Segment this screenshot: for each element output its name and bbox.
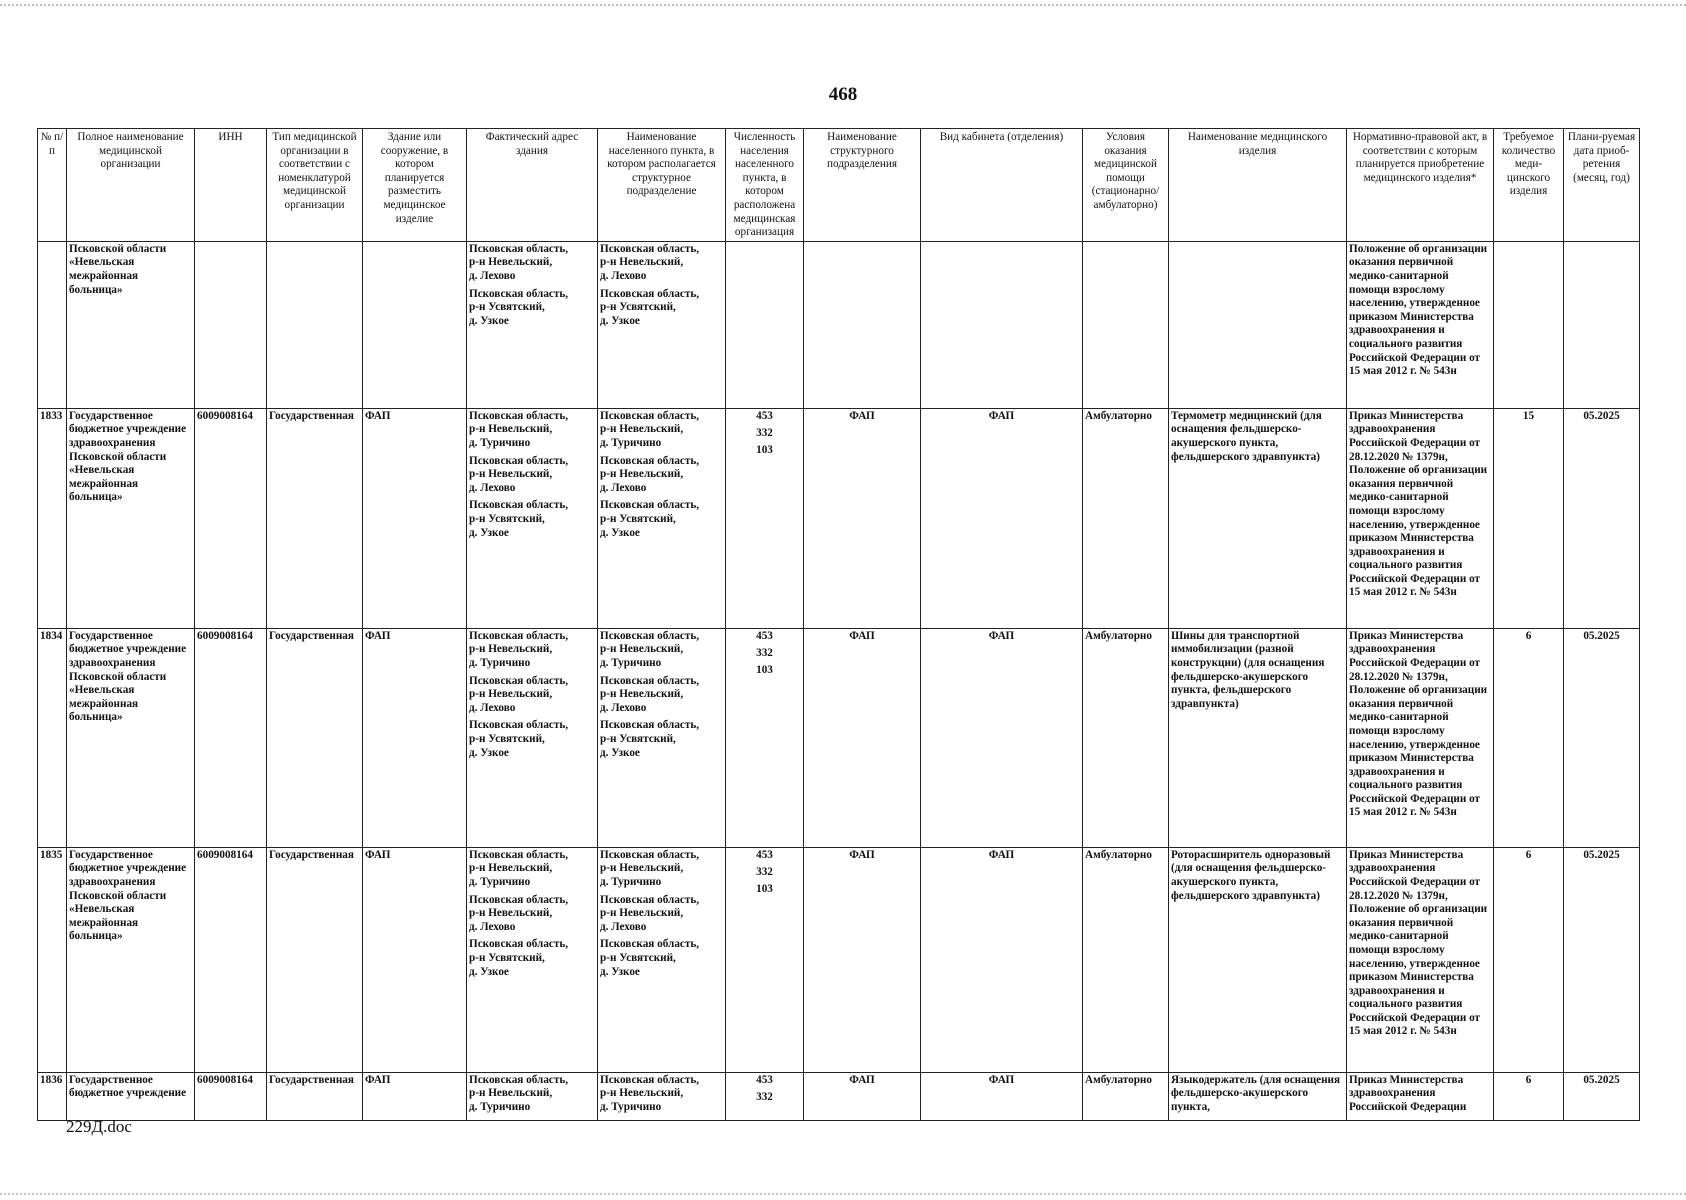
address-block: Псковская область, р-н Невельский, д. Лехово: [469, 893, 569, 933]
cell-org: Государственное бюджетное учреждение здравоохранения Псковской области «Невельская межрайонная больница»: [67, 847, 195, 1072]
address-block: Псковская область, р-н Невельский, д. Лехово: [469, 674, 569, 714]
cell-population: [726, 241, 804, 408]
cell-type: Государственная: [267, 408, 363, 628]
cell-org: Государственное бюджетное учреждение: [67, 1072, 195, 1120]
settlement-block: Псковская область, р-н Невельский, д. Лехово: [600, 454, 700, 494]
cell-cabinet: ФАП: [921, 1072, 1083, 1120]
settlement-block: Псковская область, р-н Невельский, д. Туричино: [600, 409, 700, 449]
cell-building: ФАП: [363, 628, 467, 847]
address-block: Псковская область, р-н Усвятский, д. Узкое: [469, 287, 569, 327]
cell-act: Положение об организации оказания первичной медико-санитарной помощи взрослому населению, утвержденное приказом Министерства здравоохранения и социального развития Российской Федерации от 15 мая 2012 г. № 543н: [1347, 241, 1494, 408]
cell-building: ФАП: [363, 847, 467, 1072]
col-header-population: Численность населения населенного пункта, в котором расположена медицинская организация: [726, 129, 804, 242]
cell-conditions: [1083, 241, 1169, 408]
address-block: Псковская область, р-н Невельский, д. Лехово: [469, 242, 569, 282]
col-header-act: Нормативно-правовой акт, в соответствии с которым планируется приобретение медицинского изделия*: [1347, 129, 1494, 242]
cell-address: [467, 847, 598, 1072]
settlement-block: Псковская область, р-н Усвятский, д. Узкое: [600, 719, 700, 759]
cell-settlement: [598, 408, 726, 628]
settlement-block: Псковская область, р-н Невельский, д. Туричино: [600, 629, 700, 669]
address-block: Псковская область, р-н Невельский, д. Лехово: [469, 454, 569, 494]
cell-building: [363, 241, 467, 408]
cell-conditions: Амбулаторно: [1083, 408, 1169, 628]
cell-act: Приказ Министерства здравоохранения Российской Федерации от 28.12.2020 № 1379н, Положение об организации оказания первичной медико-санитарной помощи взрослому населению, утвержденное приказом Министерства здравоохранения и социального развития Российской Федерации от 15 мая 2012 г. № 543н: [1347, 408, 1494, 628]
settlement-block: Псковская область, р-н Невельский, д. Лехово: [600, 674, 700, 714]
table-row: [38, 1072, 1640, 1120]
settlement-block: Псковская область, р-н Усвятский, д. Узкое: [600, 499, 700, 539]
cell-num: 1836: [38, 1072, 67, 1120]
cell-num: 1833: [38, 408, 67, 628]
cell-address: [467, 241, 598, 408]
cell-date: 05.2025: [1564, 1072, 1640, 1120]
cell-type: Государственная: [267, 628, 363, 847]
cell-unit: ФАП: [804, 847, 921, 1072]
cell-device: [1169, 241, 1347, 408]
col-header-cabinet: Вид кабинета (отделения): [921, 129, 1083, 242]
cell-conditions: Амбулаторно: [1083, 1072, 1169, 1120]
cell-date: [1564, 241, 1640, 408]
cell-settlement: [598, 1072, 726, 1120]
address-block: Псковская область, р-н Усвятский, д. Узкое: [469, 499, 569, 539]
cell-date: 05.2025: [1564, 847, 1640, 1072]
cell-population: 453 332 103: [726, 408, 804, 628]
cell-date: 05.2025: [1564, 408, 1640, 628]
equipment-table: [37, 128, 1640, 1121]
address-block: Псковская область, р-н Невельский, д. Туричино: [469, 848, 569, 888]
cell-inn: 6009008164: [195, 628, 267, 847]
cell-cabinet: ФАП: [921, 847, 1083, 1072]
address-block: Псковская область, р-н Невельский, д. Туричино: [469, 629, 569, 669]
cell-num: 1835: [38, 847, 67, 1072]
col-header-settlement: Наименование населенного пункта, в котором располагается структурное подразделение: [598, 129, 726, 242]
cell-device: Языкодержатель (для оснащения фельдшерско-акушерского пункта,: [1169, 1072, 1347, 1120]
col-header-conditions: Условия оказания медицинской помощи (стационарно/ амбулаторно): [1083, 129, 1169, 242]
col-header-building: Здание или сооружение, в котором планируется разместить медицинское изделие: [363, 129, 467, 242]
cell-settlement: [598, 628, 726, 847]
cell-inn: 6009008164: [195, 847, 267, 1072]
table-row-continuation: [38, 241, 1640, 408]
col-header-inn: ИНН: [195, 129, 267, 242]
cell-settlement: [598, 847, 726, 1072]
cell-act: Приказ Министерства здравоохранения Российской Федерации от 28.12.2020 № 1379н, Положение об организации оказания первичной медико-санитарной помощи взрослому населению, утвержденное приказом Министерства здравоохранения и социального развития Российской Федерации от 15 мая 2012 г. № 543н: [1347, 628, 1494, 847]
settlement-block: Псковская область, р-н Усвятский, д. Узкое: [600, 287, 700, 327]
col-header-address: Фактический адрес здания: [467, 129, 598, 242]
cell-address: [467, 1072, 598, 1120]
col-header-date: Плани-руемая дата приоб-ретения (месяц, год): [1564, 129, 1640, 242]
col-header-type: Тип медицинской организации в соответствии с номенклатурой медицинской организации: [267, 129, 363, 242]
cell-date: 05.2025: [1564, 628, 1640, 847]
cell-unit: ФАП: [804, 408, 921, 628]
cell-qty: [1494, 241, 1564, 408]
address-block: Псковская область, р-н Невельский, д. Туричино: [469, 1073, 569, 1113]
cell-conditions: Амбулаторно: [1083, 847, 1169, 1072]
cell-act: Приказ Министерства здравоохранения Российской Федерации: [1347, 1072, 1494, 1120]
cell-type: Государственная: [267, 1072, 363, 1120]
col-header-qty: Требуемое количество меди-цинского изделия: [1494, 129, 1564, 242]
col-header-org: Полное наименование медицинской организации: [67, 129, 195, 242]
cell-address: [467, 628, 598, 847]
cell-num: 1834: [38, 628, 67, 847]
cell-type: Государственная: [267, 847, 363, 1072]
header-row: [38, 129, 1640, 242]
table-row: [38, 847, 1640, 1072]
col-header-unit: Наименование структурного подразделения: [804, 129, 921, 242]
table-row: [38, 628, 1640, 847]
cell-device: Шины для транспортной иммобилизации (разной конструкции) (для оснащения фельдшерско-акушерского пункта, фельдшерского здравпункта): [1169, 628, 1347, 847]
cell-act: Приказ Министерства здравоохранения Российской Федерации от 28.12.2020 № 1379н, Положение об организации оказания первичной медико-санитарной помощи взрослому населению, утвержденное приказом Министерства здравоохранения и социального развития Российской Федерации от 15 мая 2012 г. № 543н: [1347, 847, 1494, 1072]
page-number: 468: [828, 84, 858, 105]
cell-qty: 15: [1494, 408, 1564, 628]
settlement-block: Псковская область, р-н Невельский, д. Лехово: [600, 893, 700, 933]
cell-org: Государственное бюджетное учреждение здравоохранения Псковской области «Невельская межрайонная больница»: [67, 628, 195, 847]
settlement-block: Псковская область, р-н Невельский, д. Туричино: [600, 1073, 700, 1113]
col-header-num: № п/п: [38, 129, 67, 242]
cell-building: ФАП: [363, 408, 467, 628]
cell-inn: 6009008164: [195, 408, 267, 628]
cell-unit: ФАП: [804, 1072, 921, 1120]
cell-inn: [195, 241, 267, 408]
cell-device: Термометр медицинский (для оснащения фельдшерско-акушерского пункта, фельдшерского здравпункта): [1169, 408, 1347, 628]
cell-device: Роторасширитель одноразовый (для оснащения фельдшерско-акушерского пункта, фельдшерского здравпункта): [1169, 847, 1347, 1072]
cell-org: Государственное бюджетное учреждение здравоохранения Псковской области «Невельская межрайонная больница»: [67, 408, 195, 628]
cell-unit: [804, 241, 921, 408]
address-block: Псковская область, р-н Усвятский, д. Узкое: [469, 719, 569, 759]
cell-settlement: [598, 241, 726, 408]
cell-inn: 6009008164: [195, 1072, 267, 1120]
footer-filename: 229Д.doc: [66, 1117, 132, 1136]
address-block: Псковская область, р-н Невельский, д. Туричино: [469, 409, 569, 449]
cell-qty: 6: [1494, 847, 1564, 1072]
address-block: Псковская область, р-н Усвятский, д. Узкое: [469, 938, 569, 978]
cell-population: 453 332 103: [726, 847, 804, 1072]
scan-edge-top: [0, 4, 1686, 6]
cell-conditions: Амбулаторно: [1083, 628, 1169, 847]
settlement-block: Псковская область, р-н Невельский, д. Лехово: [600, 242, 700, 282]
col-header-device: Наименование медицинского изделия: [1169, 129, 1347, 242]
cell-num: [38, 241, 67, 408]
scan-edge-bottom: [0, 1193, 1686, 1195]
cell-qty: 6: [1494, 1072, 1564, 1120]
cell-type: [267, 241, 363, 408]
cell-address: [467, 408, 598, 628]
cell-building: ФАП: [363, 1072, 467, 1120]
settlement-block: Псковская область, р-н Невельский, д. Туричино: [600, 848, 700, 888]
cell-cabinet: [921, 241, 1083, 408]
cell-unit: ФАП: [804, 628, 921, 847]
cell-cabinet: ФАП: [921, 628, 1083, 847]
cell-org: Псковской области «Невельская межрайонная больница»: [67, 241, 195, 408]
cell-population: 453 332: [726, 1072, 804, 1120]
table-row: [38, 408, 1640, 628]
settlement-block: Псковская область, р-н Усвятский, д. Узкое: [600, 938, 700, 978]
cell-cabinet: ФАП: [921, 408, 1083, 628]
cell-population: 453 332 103: [726, 628, 804, 847]
cell-qty: 6: [1494, 628, 1564, 847]
